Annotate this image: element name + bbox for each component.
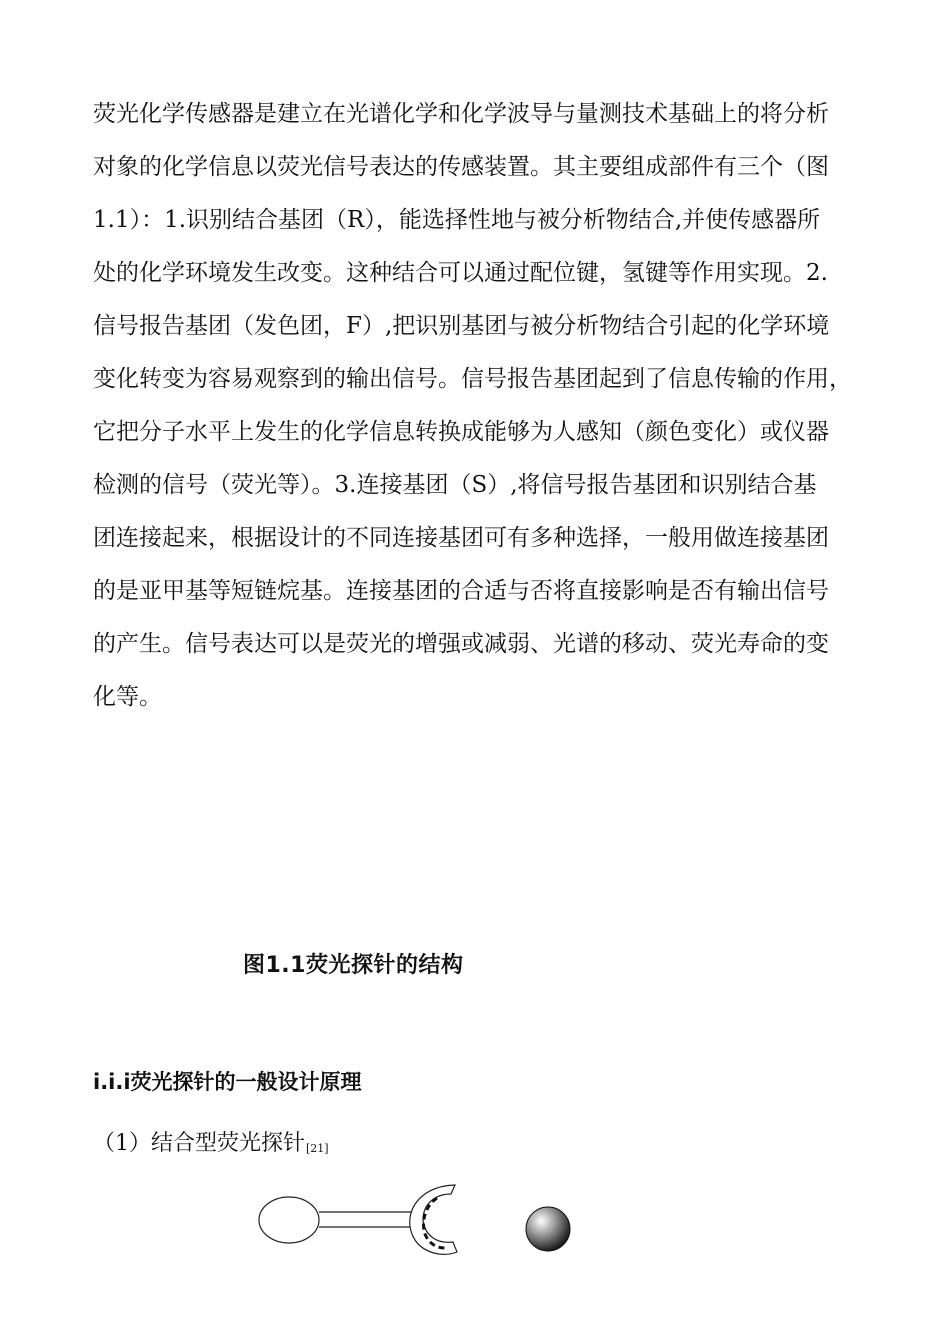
fluorophore-shape	[259, 1197, 319, 1243]
subsection-label: （1）结合型荧光探针	[93, 1131, 305, 1156]
paragraph-line: 处的化学环境发生改变。这种结合可以通过配位键，氢键等作用实现。2.	[93, 260, 828, 286]
probe-schematic-icon	[255, 1178, 585, 1258]
figure-caption: 图1.1荧光探针的结构	[243, 953, 464, 978]
paragraph-line: 检测的信号（荧光等）。3.连接基团（S）,将信号报告基团和识别结合基	[93, 472, 817, 498]
paragraph-line: 它把分子水平上发生的化学信息转换成能够为人感知（颜色变化）或仪器	[93, 419, 829, 445]
paragraph-line: 的是亚甲基等短链烷基。连接基团的合适与否将直接影响是否有输出信号	[93, 578, 829, 604]
paragraph-line: 信号报告基团（发色团，F）,把识别基团与被分析物结合引起的化学环境	[93, 313, 830, 339]
paragraph-line: 1.1）：1.识别结合基团（R），能选择性地与被分析物结合,并使传感器所	[93, 207, 821, 233]
paragraph-line: 变化转变为容易观察到的输出信号。信号报告基团起到了信息传输的作用，	[93, 366, 852, 392]
section-heading: i.i.i荧光探针的一般设计原理	[93, 1070, 362, 1094]
paragraph-line: 团连接起来，根据设计的不同连接基团可有多种选择，一般用做连接基团	[93, 525, 829, 551]
analyte-sphere-icon	[526, 1207, 570, 1251]
paragraph-line: 的产生。信号表达可以是荧光的增强或减弱、光谱的移动、荧光寿命的变	[93, 631, 829, 657]
citation-reference: [21]	[306, 1142, 329, 1155]
paragraph-line: 对象的化学信息以荧光信号表达的传感装置。其主要组成部件有三个（图	[93, 154, 829, 180]
paragraph-line: 荧光化学传感器是建立在光谱化学和化学波导与量测技术基础上的将分析	[93, 101, 829, 127]
probe-diagram	[255, 1178, 585, 1258]
subsection-title	[93, 1126, 329, 1157]
body-paragraph	[93, 88, 873, 724]
paragraph-line: 化等。	[93, 684, 162, 710]
